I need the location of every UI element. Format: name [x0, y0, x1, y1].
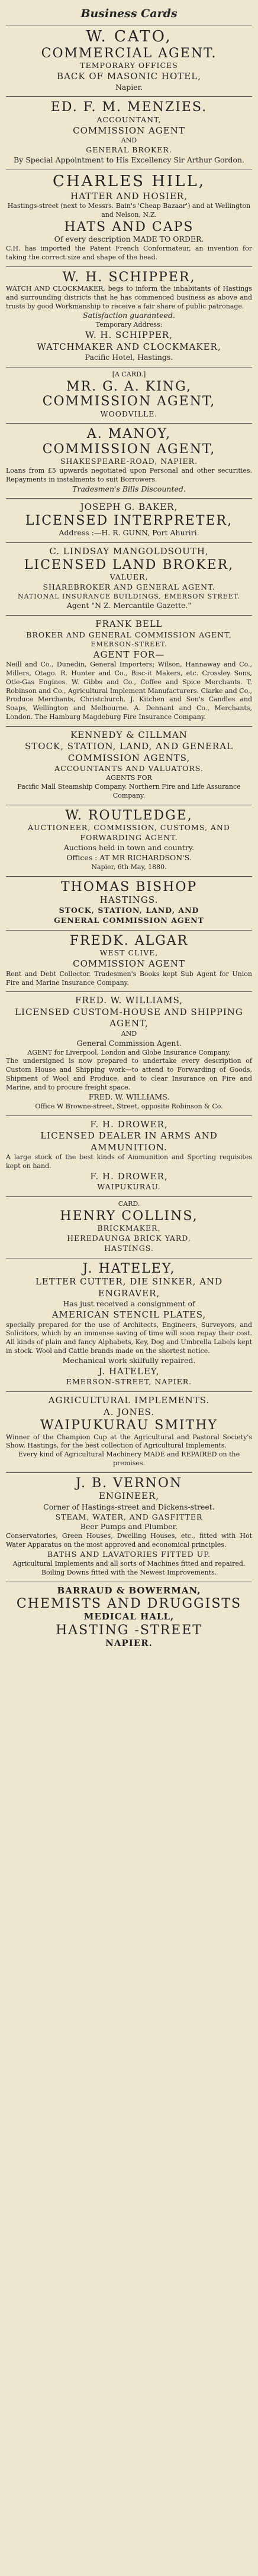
ad-line: Loans from £5 upwards negotiated upon Personal and other securities. Repayments in instalments to suit Borrowers. — [6, 466, 252, 483]
ad-line: Napier, 6th May, 1880. — [91, 863, 167, 871]
ad-line: ENGINEER, — [98, 1491, 160, 1502]
ad-line: BACK OF MASONIC HOTEL, — [57, 71, 201, 82]
ad-line: W. CATO, — [86, 28, 172, 45]
ad-line: COMMISSION AGENT, — [42, 441, 216, 457]
ad-line: Has just received a consignment of — [63, 1299, 195, 1309]
ad-line: AND — [121, 136, 137, 145]
ad-line: C. LINDSAY MANGOLDSOUTH, — [49, 546, 209, 557]
ad-line: SHAREBROKER AND GENERAL AGENT. — [43, 582, 215, 591]
ad-kennedy — [6, 727, 252, 805]
ad-line: J. HATELEY, — [98, 1365, 160, 1377]
ad-line: KENNEDY & CILLMAN — [70, 729, 188, 740]
ad-line: FREDK. ALGAR — [69, 934, 189, 949]
ad-line: Pacific Mall Steamship Company. Northern Fire and Life Assurance Company. — [17, 783, 241, 800]
ad-vernon — [6, 1473, 252, 1582]
ad-line: F. H. DROWER, — [90, 1118, 168, 1130]
page-title: Business Cards — [6, 4, 252, 25]
ad-line: The undersigned is now prepared to undertake every description of Custom House and Shipping work—to attend to Forwarding of Goods, Shipment of Wool and Produce, and to clear Insurance on Fire and Marine, and to procure freight space. — [6, 1057, 252, 1092]
ad-line: Corner of Hastings-street and Dickens-street. — [43, 1502, 215, 1511]
ad-line: Agricultural Implements and all sorts of Machines fitted and repaired. — [12, 1559, 246, 1567]
ad-line: Of every description MADE TO ORDER. — [54, 235, 204, 244]
ad-line: Every kind of Agricultural Machinery MADE and REPAIRED on the premises. — [18, 1450, 240, 1468]
ad-line: WAIPUKURAU. — [97, 1182, 161, 1192]
ad-line: COMMISSION AGENT, — [42, 394, 216, 409]
ad-line: CARD. — [118, 1200, 140, 1208]
ad-baker — [6, 499, 252, 543]
ad-line: BROKER AND GENERAL COMMISSION AGENT, — [26, 630, 232, 639]
ad-line: Hastings-street (next to Messrs. Bain's 'Cheap Bazaar') and at Wellington and Nelson, N.Z. — [7, 202, 251, 219]
ad-line: SHAKESPEARE-ROAD, NAPIER. — [60, 456, 198, 466]
ad-line: AGENTS FOR — [106, 774, 152, 782]
ad-line: AGENT FOR— — [93, 649, 165, 660]
ad-line: LICENSED DEALER IN ARMS AND AMMUNITION. — [40, 1130, 218, 1153]
ad-line: Winner of the Champion Cup at the Agricultural and Pastoral Society's Show, Hastings, for the best collection of Agricultural Implements. — [6, 1433, 252, 1450]
ad-line: HASTINGS. — [99, 894, 159, 905]
ad-drower — [6, 1116, 252, 1198]
ad-line: THOMAS BISHOP — [60, 879, 198, 895]
ad-line: WATCHMAKER AND CLOCKMAKER, — [37, 341, 221, 352]
ad-line: LICENSED CUSTOM-HOUSE AND SHIPPING AGENT, — [15, 1006, 243, 1029]
ad-line: LICENSED LAND BROKER, — [24, 557, 234, 573]
ad-line: BRICKMAKER, — [97, 1224, 161, 1233]
ad-line: Rent and Debt Collector. Tradesmen's Books kept Sub Agent for Union Fire and Marine Insurance Company. — [6, 970, 252, 987]
ad-line: STOCK, STATION, LAND, AND — [59, 906, 199, 915]
ad-line: Beer Pumps and Plumber. — [80, 1522, 178, 1531]
ad-bell — [6, 616, 252, 727]
ad-line: EMERSON-STREET, NAPIER. — [66, 1377, 192, 1387]
ad-mangoldsouth — [6, 543, 252, 616]
ad-line: HATS AND CAPS — [64, 219, 194, 235]
ad-line: Agent "N Z. Mercantile Gazette." — [66, 601, 192, 610]
ad-line: COMMISSION AGENT — [73, 958, 185, 970]
ad-line: ACCOUNTANT, — [96, 115, 162, 124]
ad-line: AMERICAN STENCIL PLATES, — [51, 1309, 207, 1320]
ad-line: EMERSON-STREET. — [91, 640, 167, 648]
ad-line: J. B. VERNON — [75, 1475, 183, 1491]
ad-line: W. ROUTLEDGE, — [65, 808, 193, 823]
ad-line: Address :—H. R. GUNN, Port Ahuriri. — [59, 528, 199, 538]
ad-line: AND — [121, 1029, 137, 1037]
ad-line: HATTER AND HOSIER, — [70, 190, 188, 201]
ad-line: ED. F. M. MENZIES. — [50, 100, 208, 115]
ad-line: C.H. has imported the Patent French Conformateur, an invention for taking the correct size and shape of the head. — [6, 244, 252, 261]
ad-line: Napier. — [115, 82, 143, 92]
ad-line: A. MANOY, — [86, 427, 172, 442]
ad-line: AUCTIONEER, COMMISSION, CUSTOMS, AND FORWARDING AGENT. — [28, 823, 230, 843]
ad-line: MR. G. A. KING, — [66, 379, 192, 394]
ad-line: COMMERCIAL AGENT. — [41, 45, 217, 61]
ad-line: AGRICULTURAL IMPLEMENTS. — [48, 1395, 210, 1406]
ad-line: J. HATELEY, — [82, 1261, 176, 1276]
ad-line: STOCK, STATION, LAND, AND GENERAL COMMISSION AGENTS, — [25, 741, 233, 763]
ad-hill — [6, 170, 252, 267]
ad-line: NATIONAL INSURANCE BUILDINGS, EMERSON STREET. — [17, 592, 241, 600]
ad-menzies — [6, 97, 252, 170]
ad-line: GENERAL BROKER. — [86, 145, 172, 154]
ad-hateley — [6, 1258, 252, 1392]
ad-line: Offices : AT MR RICHARDSON'S. — [66, 853, 192, 862]
ad-line: Pacific Hotel, Hastings. — [85, 353, 173, 362]
ad-line: specially prepared for the use of Architects, Engineers, Surveyors, and Solicitors, which by an immense saving of time will soon repay their cost. All kinds of plain and fancy Alphabets, Key, Dog and Umbrella Labels kept in stock. Wool and Cattle brands made on the shortest notice. — [6, 1320, 252, 1355]
ad-williams — [6, 992, 252, 1115]
ad-line: WOODVILLE. — [100, 409, 158, 418]
ad-line: Conservatories, Green Houses, Dwelling Houses, etc., fitted with Hot Water Apparatus on the most approved and economical principles. — [6, 1532, 252, 1549]
ad-line: A. JONES. — [103, 1406, 155, 1417]
ad-barraud — [6, 1582, 252, 1654]
ad-jones — [6, 1392, 252, 1473]
ad-line: BARRAUD & BOWERMAN, — [57, 1585, 201, 1596]
ad-line: HEREDAUNGA BRICK YARD, — [67, 1234, 191, 1243]
ad-line: HASTINGS. — [104, 1244, 154, 1253]
ad-line: W. H. SCHIPPER, — [85, 330, 173, 341]
ad-line: STEAM, WATER, AND GASFITTER — [55, 1512, 203, 1521]
ad-line: Auctions held in town and country. — [63, 843, 195, 852]
ad-line: HASTING -STREET — [56, 1622, 202, 1638]
ad-cato — [6, 25, 252, 97]
ad-line: FRED. W. WILLIAMS, — [75, 995, 183, 1006]
ad-collins — [6, 1197, 252, 1258]
ad-line: BATHS AND LAVATORIES FITTED UP. — [47, 1549, 211, 1559]
ads-list — [6, 25, 252, 1654]
ad-line: Tradesmen's Bills Discounted. — [72, 484, 186, 493]
ad-line: By Special Appointment to His Excellency Sir Arthur Gordon. — [13, 155, 244, 164]
ad-line: A large stock of the best kinds of Ammunition and Sporting requisites kept on hand. — [6, 1153, 252, 1170]
ad-routledge — [6, 805, 252, 877]
ad-line: Satisfaction guaranteed. — [83, 311, 175, 320]
ad-bishop — [6, 877, 252, 931]
ad-line: VALUER, — [109, 572, 149, 581]
ad-line: TEMPORARY OFFICES — [80, 61, 178, 70]
ad-line: WATCH AND CLOCKMAKER, begs to inform the inhabitants of Hastings and surrounding districts that he has commenced business as above and trusts by good Workmanship to receive a fair share of public patronage. — [6, 284, 252, 310]
ad-line: WAIPUKURAU SMITHY — [40, 1418, 218, 1433]
ad-line: AGENT for Liverpool, London and Globe Insurance Company. — [27, 1048, 231, 1056]
ad-line: CHEMISTS AND DRUGGISTS — [16, 1596, 242, 1612]
ad-line: F. H. DROWER, — [90, 1170, 168, 1182]
ad-line: Mechanical work skilfully repaired. — [62, 1355, 196, 1365]
ad-line: JOSEPH G. BAKER, — [80, 502, 178, 513]
ad-line: LICENSED INTERPRETER, — [25, 513, 233, 528]
ad-line: [A CARD.] — [112, 370, 146, 379]
ad-manoy — [6, 424, 252, 499]
ad-algar — [6, 931, 252, 992]
ad-line: Temporary Address: — [95, 321, 163, 329]
ad-line: GENERAL COMMISSION AGENT — [54, 916, 204, 925]
ad-line: Boiling Downs fitted with the Newest Improvements. — [41, 1568, 217, 1576]
ad-line: MEDICAL HALL, — [83, 1611, 175, 1622]
ad-line: COMMISSION AGENT — [73, 125, 185, 136]
ad-line: Neill and Co., Dunedin, General Importers; Wilson, Hannaway and Co., Millers, Otago. R. Hunter and Co., Bisc-it Makers, etc. Crossley Sons, Otie-Gas Engines. W. Gibbs and Co., Coffee and Spice Merchants. T. Robinson and Co., Agricultural Implement Manufacturers. Clarke and Co., Produce Merchants, Christchurch. J. Kitchen and Son's Candles and Soaps, Wellington and Melbourne. A. Dennant and Co., Merchants, London. The Hamburg Magdeburg Fire Insurance Company. — [6, 661, 252, 721]
ad-line: LETTER CUTTER, DIE SINKER, AND ENGRAVER, — [35, 1276, 223, 1299]
ad-line: WEST CLIVE, — [99, 948, 159, 958]
ad-line: W. H. SCHIPPER, — [62, 269, 196, 285]
ad-line: HENRY COLLINS, — [60, 1208, 198, 1224]
ad-line: CHARLES HILL, — [53, 172, 205, 190]
ad-line: NAPIER. — [105, 1638, 153, 1649]
ad-schipper — [6, 267, 252, 367]
ad-line: General Commission Agent. — [76, 1038, 182, 1048]
ad-line: FRANK BELL — [95, 619, 163, 630]
ad-line: ACCOUNTANTS AND VALUATORS. — [54, 764, 204, 773]
ad-line: Office W Browne-street, Street, opposite Robinson & Co. — [35, 1102, 223, 1110]
ad-king — [6, 367, 252, 424]
ad-line: FRED. W. WILLIAMS. — [88, 1092, 170, 1101]
